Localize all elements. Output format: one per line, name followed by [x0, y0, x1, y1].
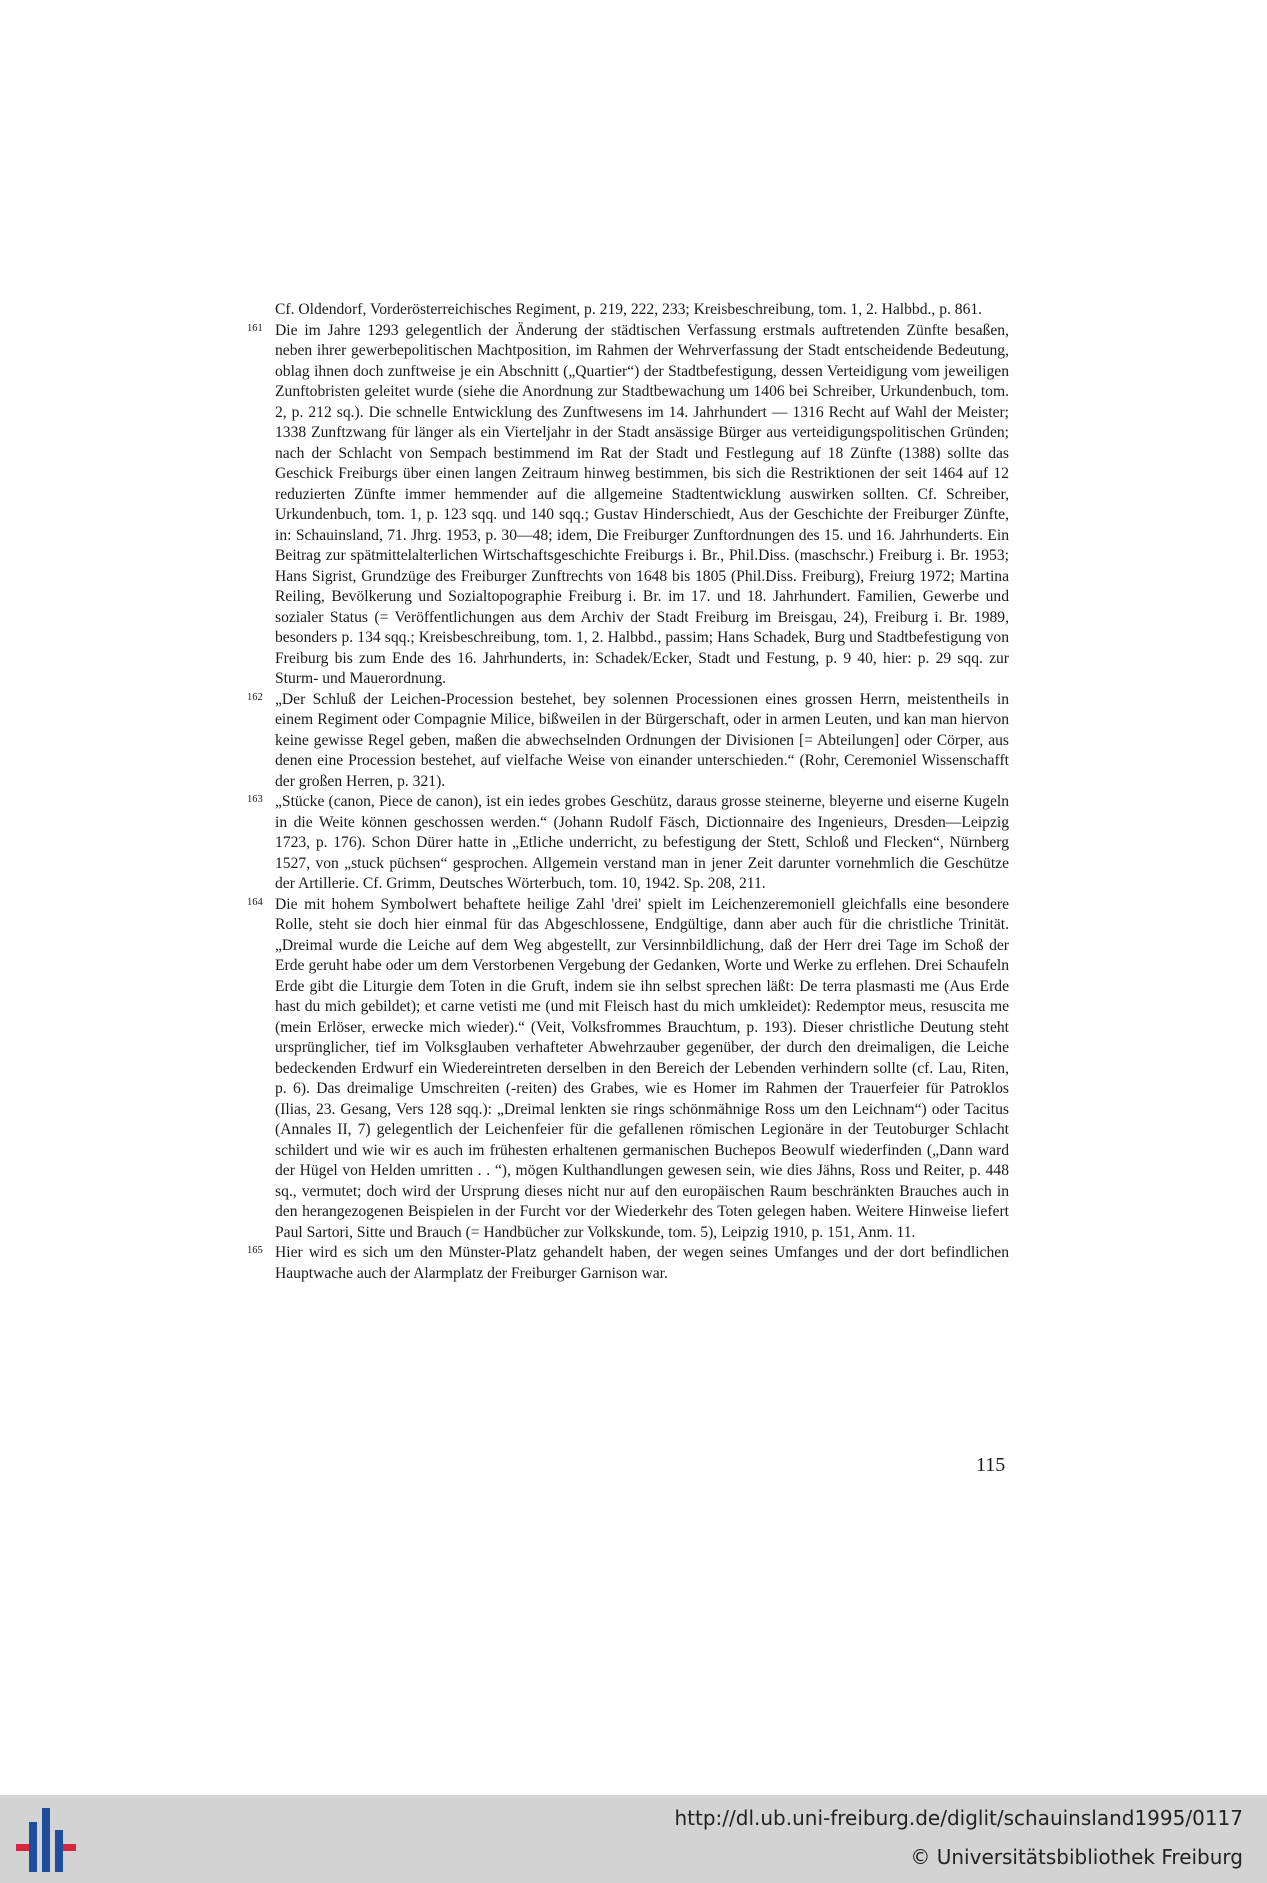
footnote-number: 164 [247, 896, 263, 908]
permalink-link[interactable]: http://dl.ub.uni-freiburg.de/diglit/schauinsland1995/0117 [674, 1806, 1243, 1830]
footnote-number: 161 [247, 322, 263, 334]
footnote-text: Die mit hohem Symbolwert behaftete heilige Zahl 'drei' spielt im Leichenzeremoniell gleichfalls eine besondere Rolle, steht sie doch hier einmal für das Abgeschlossene, Endgültige, dann aber auch für die christliche Trinität. „Dreimal wurde die Leiche auf dem Weg abgestellt, zur Versinnbildlichung, daß der Herr drei Tage im Schoß der Erde geruht habe oder um dem Verstorbenen Vergebung der Gedanken, Worte und Werke zu erflehen. Drei Schaufeln Erde gibt die Liturgie dem Toten in die Gruft, indem sie ihn selbst sprechen läßt: De terra plasmasti me (Aus Erde hast du mich gebildet); et carne vetisti me (und mit Fleisch hast du mich umkleidet): Redemptor meus, resuscita me (mein Erlöser, erwecke mich wieder).“ (Veit, Volksfrommes Brauchtum, p. 193). Dieser christliche Deutung steht ursprünglicher, tief im Volksglauben verhafteter Abwehrzauber gegenüber, der durch den dreimaligen, die Leiche bedeckenden Erdwurf ein Wiedereintreten derselben in den Bereich der Lebenden verhindern sollte (cf. Lau, Riten, p. 6). Das dreimalige Umschreiten (-reiten) des Grabes, wie es Homer im Rahmen der Trauerfeier für Patroklos (Ilias, 23. Gesang, Vers 128 sqq.): „Dreimal lenkten sie rings schönmähnige Ross um den Leichnam“) oder Tacitus (Annales II, 7) gelegentlich der Leichenfeier für die gefallenen römischen Legionäre in der Teutoburger Schlacht schildert und wie wir es auch im frühesten erhaltenen germanischen Buchepos Beowulf wiederfinden („Dann ward der Hügel von Helden umritten . . “), mögen Kulthandlungen gewesen sein, wie dies Jähns, Ross und Reiter, p. 448 sq., vermutet; doch wird der Ursprung dieses nicht nur auf den europäischen Raum beschränkten Brauches auch in den herangezogenen Beispielen in der Furcht vor der Wiederkehr des Toten gelegen haben. Weitere Hinweise liefert Paul Sartori, Sitte und Brauch (= Handbücher zur Volkskunde, tom. 5), Leipzig 1910, p. 151, Anm. 11. [275, 895, 1009, 1241]
footnote-165 [247, 1243, 1009, 1284]
footnote-number: 162 [247, 691, 263, 703]
footnotes [247, 300, 1009, 1284]
footnote-number: 165 [247, 1245, 263, 1256]
copyright-notice: © Universitätsbibliothek Freiburg [910, 1845, 1243, 1869]
footnote-162 [247, 690, 1009, 793]
footnote-text: Die im Jahre 1293 gelegentlich der Änderung der städtischen Verfassung erstmals auftretenden Zünfte besaßen, neben ihrer gewerbepolitischen Machtposition, im Rahmen der Wehrverfassung der Stadt entscheidende Bedeutung, oblag ihnen doch zunftweise je ein Abschnitt („Quartier“) der Stadtbefestigung, dessen Verteidigung vom jeweiligen Zunftobristen geleitet wurde (siehe die Anordnung zur Stadtbewachung um 1406 bei Schreiber, Urkundenbuch, tom. 2, p. 212 sq.). Die schnelle Entwicklung des Zunftwesens im 14. Jahrhundert — 1316 Recht auf Wahl der Meister; 1338 Zunftzwang für länger als ein Vierteljahr in der Stadt ansässige Bürger aus verteidigungspolitischen Gründen; nach der Schlacht von Sempach bestimmend im Rat der Stadt und Festlegung auf 18 Zünfte (1388) sollte das Geschick Freiburgs über einen langen Zeitraum hinweg bestimmen, bis sich die Restriktionen der seit 1464 auf 12 reduzierten Zünfte immer hemmender auf die allgemeine Stadtentwicklung auswirken sollten. Cf. Schreiber, Urkundenbuch, tom. 1, p. 123 sqq. und 140 sqq.; Gustav Hinderschiedt, Aus der Geschichte der Freiburger Zünfte, in: Schauinsland, 71. Jhrg. 1953, p. 30—48; idem, Die Freiburger Zunftordnungen des 15. und 16. Jahrhunderts. Ein Beitrag zur spätmittelalterlichen Wirtschaftsgeschichte Freiburgs i. Br., Phil.Diss. (maschschr.) Freiburg i. Br. 1953; Hans Sigrist, Grundzüge des Freiburger Zunftrechts von 1648 bis 1805 (Phil.Diss. Freiburg), Freiurg 1972; Martina Reiling, Bevölkerung und Sozialtopographie Freiburg i. Br. im 17. und 18. Jahrhundert. Familien, Gewerbe und sozialer Status (= Veröffentlichungen aus dem Archiv der Stadt Freiburg im Breisgau, 24), Freiburg i. Br. 1989, besonders p. 134 sqq.; Kreisbeschreibung, tom. 1, 2. Halbbd., passim; Hans Schadek, Burg und Stadtbefestigung von Freiburg bis zum Ende des 16. Jahrhunderts, in: Schadek/Ecker, Stadt und Festung, p. 9 40, hier: p. 29 sqq. zur Sturm- und Mauerordnung. [275, 321, 1009, 687]
page-number: 115 [976, 1454, 1006, 1476]
footnote-text: „Der Schluß der Leichen-Procession bestehet, bey solennen Processionen eines grossen Herrn, meistentheils in einem Regiment oder Compagnie Milice, bißweilen in der Bürgerschaft, oder in armen Leuten, und kan man hiervon keine gewisse Regel geben, maßen die abwechselnden Ordnungen der Divisionen [= Abteilungen] oder Cörper, aus denen eine Procession bestehet, auf vielfache Weise von einander unterschieden.“ (Rohr, Ceremoniel Wissenschafft der großen Herren, p. 321). [275, 690, 1009, 790]
viewer-footer [0, 1795, 1267, 1883]
ub-freiburg-logo-icon [16, 1808, 76, 1872]
footnote-number: 163 [247, 794, 263, 805]
footnote-163 [247, 792, 1009, 895]
footnote-text: Hier wird es sich um den Münster-Platz gehandelt haben, der wegen seines Umfanges und der dort befindlichen Hauptwache auch der Alarmplatz der Freiburger Garnison war. [275, 1244, 1009, 1282]
footnote-161 [247, 321, 1009, 690]
footnote-continuation: Cf. Oldendorf, Vorderösterreichisches Regiment, p. 219, 222, 233; Kreisbeschreibung, tom. 1, 2. Halbbd., p. 861. [275, 301, 983, 318]
footnote-text: „Stücke (canon, Piece de canon), ist ein iedes grobes Geschütz, daraus grosse steinerne, bleyerne und eiserne Kugeln in die Weite können geschossen werden.“ (Johann Rudolf Fäsch, Dictionnaire des Ingenieurs, Dresden—Leipzig 1723, p. 176). Schon Dürer hatte in „Etliche underricht, zu befestigung der Stett, Schloß und Flecken“, Nürnberg 1527, von „stuck püchsen“ gesprochen. Allgemein verstand man in jener Zeit darunter vornehmlich die Geschütze der Artillerie. Cf. Grimm, Deutsches Wörterbuch, tom. 10, 1942. Sp. 208, 211. [275, 793, 1009, 892]
footnote-164 [247, 895, 1009, 1244]
